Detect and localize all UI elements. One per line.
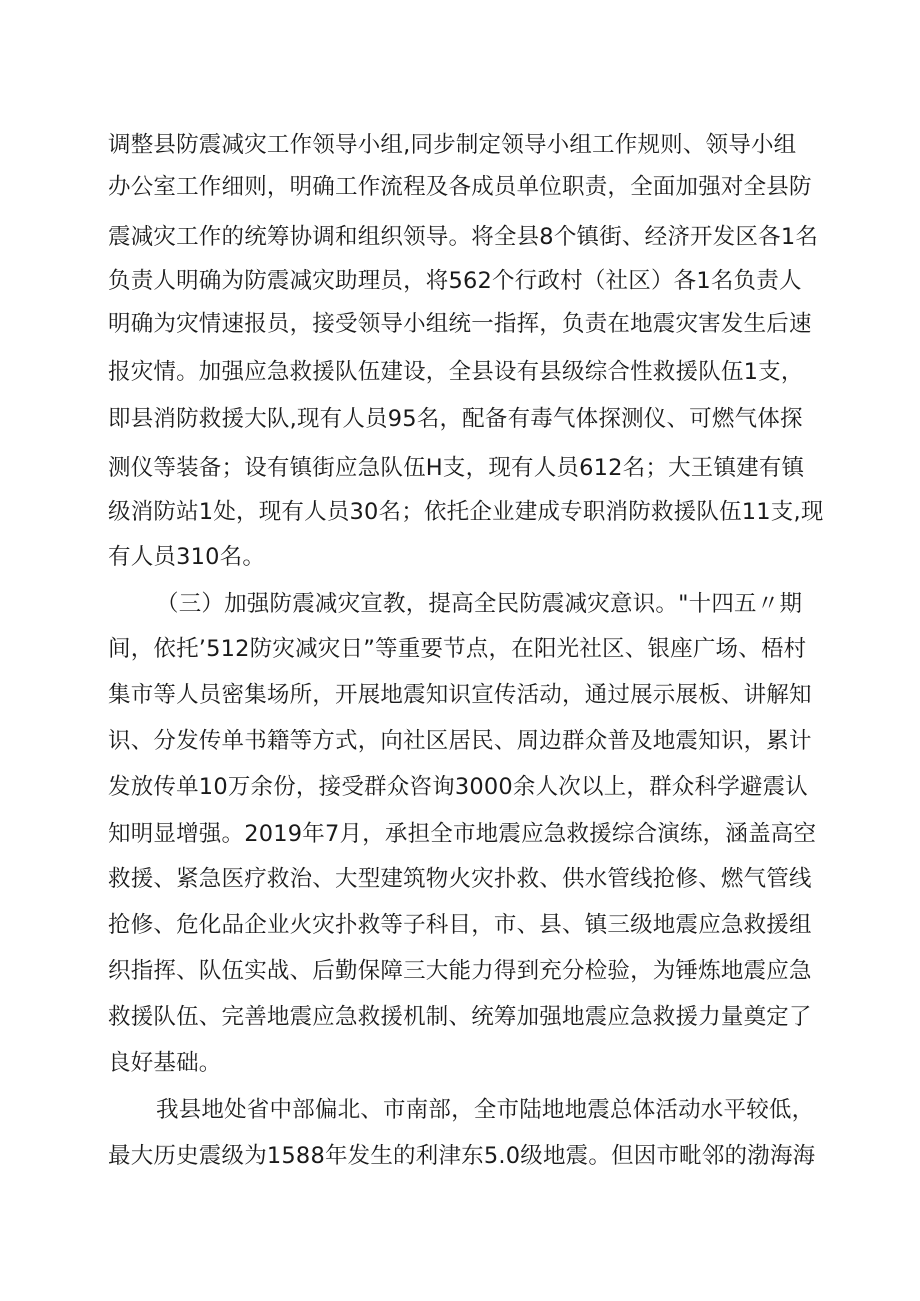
text-line: 知明显增强。2019年7月，承担全市地震应急救援综合演练，涵盖高空 [108,821,817,847]
text-line: 级消防站1处，现有人员30名；依托企业建成专职消防救援队伍11支,现 [108,499,824,525]
text-line: 救援队伍、完善地震应急救援机制、统筹加强地震应急救援力量奠定了 [108,1004,812,1030]
text-line: 明确为灾情速报员，接受领导小组统一指挥，负责在地震灾害发生后速 [108,311,812,337]
text-line: 良好基础。 [108,1050,222,1076]
text-line: 集市等人员密集场所，开展地震知识宣传活动，通过展示展板、讲解知 [108,682,812,708]
text-line: 救援、紧急医疗救治、大型建筑物火灾扑救、供水管线抢修、燃气管线 [108,866,812,892]
text-line: 报灾情。加强应急救援队伍建设，全县设有县级综合性救援队伍1支， [108,359,804,385]
text-line: 间，依托’512防灾减灾日”等重要节点，在阳光社区、银座广场、梧村 [108,636,807,662]
text-line: 发放传单10万余份，接受群众咨询3000余人次以上，群众科学避震认 [108,774,808,800]
text-line: （三）加强防震减灾宣教，提高全民防震减灾意识。"十四五〃期 [156,591,803,617]
text-line: 震减灾工作的统筹协调和组织领导。将全县8个镇街、经济开发区各1名 [108,224,819,250]
text-line: 织指挥、队伍实战、后勤保障三大能力得到充分检验，为锤炼地震应急 [108,958,812,984]
text-line: 识、分发传单书籍等方式，向社区居民、周边群众普及地震知识，累计 [108,728,812,754]
text-line: 测仪等装备；设有镇街应急队伍H支，现有人员612名；大王镇建有镇 [108,455,805,481]
text-line: 抢修、危化品企业火灾扑救等子科目，市、县、镇三级地震应急救援组 [108,912,812,938]
text-line: 负责人明确为防震减灾助理员，将562个行政村（社区）各1名负责人 [108,268,802,294]
text-line: 即县消防救援大队,现有人员95名，配备有毒气体探测仪、可燃气体探 [108,406,803,432]
text-line: 办公室工作细则，明确工作流程及各成员单位职责，全面加强对全县防 [108,174,812,200]
text-line: 最大历史震级为1588年发生的利津东5.0级地震。但因市毗邻的渤海海 [108,1143,816,1169]
text-line: 有人员310名。 [108,544,266,570]
text-line: 调整县防震减灾工作领导小组,同步制定领导小组工作规则、领导小组 [108,132,797,158]
text-line: 我县地处省中部偏北、市南部，全市陆地地震总体活动水平较低， [156,1097,815,1123]
